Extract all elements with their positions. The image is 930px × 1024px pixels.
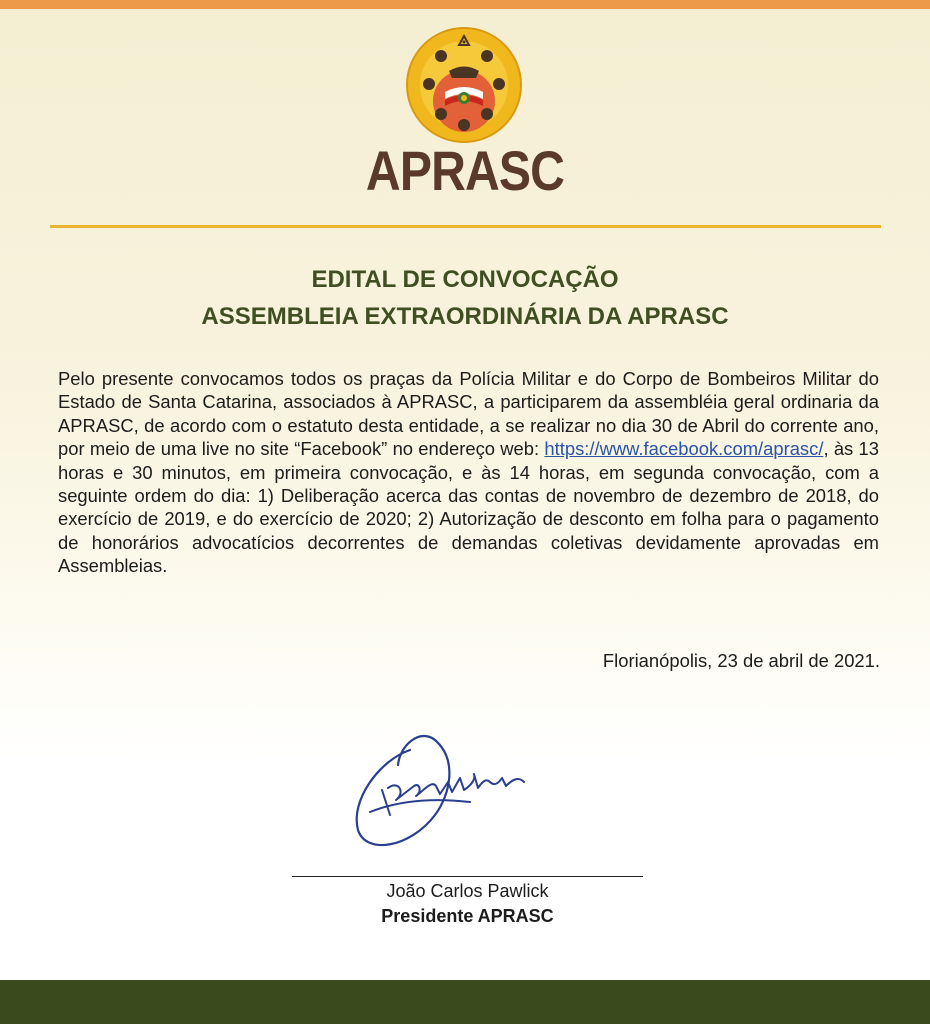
header-divider <box>50 225 881 228</box>
top-accent-bar <box>0 0 930 9</box>
notice-body-agenda: , às 13 horas e 30 minutos, em primeira convocação, e às 14 horas, em segunda convocação, com a seguinte ordem do dia: 1) Deliberação acerca das contas de novembro de dezembro de 2018, do exercício de 2019, e do exercício de 2020; 2) Autorização de desconto em folha para o pagamento de honorários advocatícios decorrentes de demandas coletivas devidamente aprovadas em Assembleias. <box>58 438 879 577</box>
aprasc-emblem-icon <box>405 26 523 144</box>
notice-body <box>58 367 879 578</box>
bottom-footer-bar <box>0 980 930 1024</box>
signer-name: João Carlos Pawlick <box>386 881 549 901</box>
handwritten-signature <box>340 720 580 860</box>
place-date: Florianópolis, 23 de abril de 2021. <box>602 650 880 671</box>
brand-name: APRASC <box>365 139 565 202</box>
facebook-link[interactable]: https://www.facebook.com/aprasc/ <box>544 438 824 460</box>
notice-title: EDITAL DE CONVOCAÇÃO <box>311 266 619 293</box>
signature-line <box>292 876 643 877</box>
notice-subtitle: ASSEMBLEIA EXTRAORDINÁRIA DA APRASC <box>201 303 729 330</box>
notice-body-intro: Pelo presente convocamos todos os praças da Polícia Militar e do Corpo de Bombeiros Militar do Estado de Santa Catarina, associados à APRASC, a participarem da assembléia geral ordinaria da APRASC, de acordo com o estatuto desta entidade, a se realizar no dia 30 de Abril do corrente ano, por meio de uma live no site “Facebook” no endereço web: <box>58 368 879 460</box>
signer-role: Presidente APRASC <box>381 906 554 926</box>
